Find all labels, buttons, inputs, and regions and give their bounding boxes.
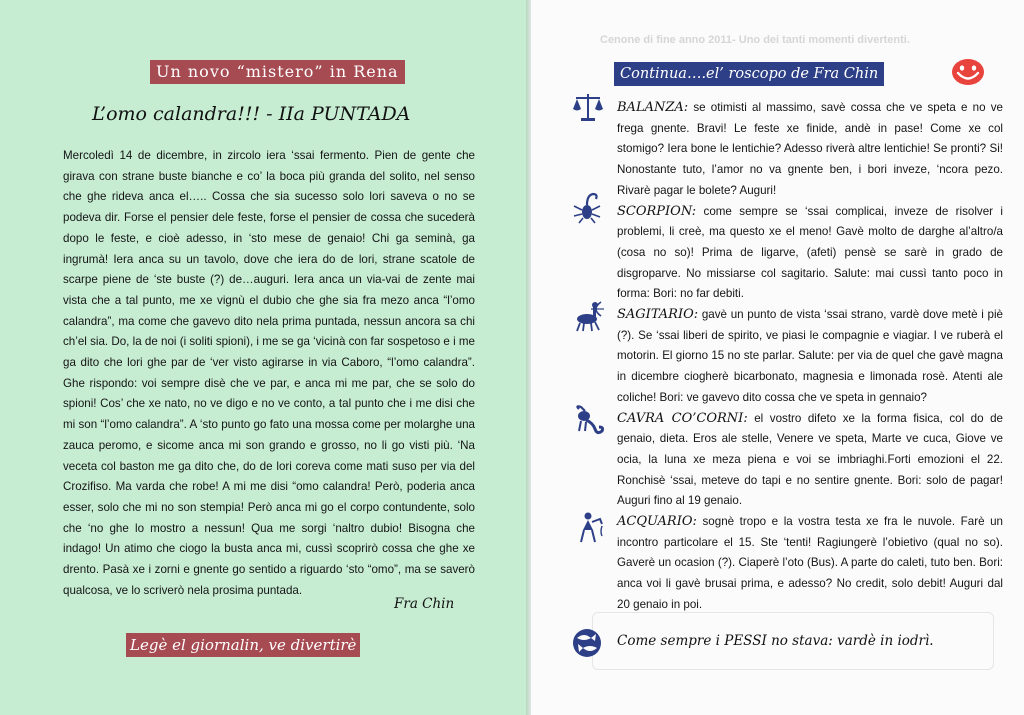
article-body — [63, 146, 475, 601]
sagittarius-icon — [571, 299, 605, 333]
bleed-through-header: Cenone di fine anno 2011- Uno dei tanti momenti divertenti. — [600, 34, 910, 46]
sign-text: come sempre se ‘ssai complicai, inveze de risolver i problemi, li creè, ma questo xe el meno! Gavè molto de darghe al’altro/a (cosa no so)! Prima de ligarve, (afeti) pensè se sarè in grado de disgroparve. No missiarse col sagitario. Salute: mai cussì tanto poco in forma: Bori: no far debiti. — [617, 204, 1003, 301]
scorpio-icon — [571, 190, 605, 224]
pisces-icon — [570, 626, 604, 660]
horoscope-banner: Continua….el’ roscopo de Fra Chin — [614, 62, 884, 86]
sign-name: SCORPION: — [617, 203, 697, 219]
sign-name: SAGITARIO: — [617, 307, 699, 323]
smiley-icon — [950, 57, 986, 87]
sign-entry-sagitario — [617, 305, 1003, 409]
pessi-text: Come sempre i PESSI no stava: vardè in iodrì. — [617, 633, 934, 649]
sign-entry-scorpion — [617, 202, 1003, 306]
sign-name: BALANZA: — [617, 100, 689, 115]
sign-entry-cavra — [617, 409, 1003, 513]
aquarius-icon — [571, 510, 605, 544]
article-paragraph: Mercoledì 14 de dicembre, in zircolo iera ‘ssai fermento. Pien de gente che girava con strane buste bianche e co’ la boca più granda del solito, nel senso che ghe rideva anca el….. Cossa che sia sucesso solo lori saveva o no se podeva dir. Forse el pensier dele feste, forse el pensier de cossa che sucederà dopo le feste, e cioè adesso, in ‘sto mese de genaio! Chi ga seminà, ga ingrumà! Iera anca su un tavolo, dove che iera do de lori, strane scatole de scarpe piene de ‘ste buste (?) de…auguri. Iera anca un via-vai de zente mai vista che a tal punto, me xe vignù el dubio che ghe sia fra mezo anca “l’omo calandra”, ma come che gavevo dito nela prima puntada, nessun ancora sa chi ch’el sia. Do, la de noi (i soliti spioni), i me se ga ‘vicinà con far sospetoso e i me ga dito che lori ghe par de ‘ver visto agirarse in via Caboro, “l’omo calandra”. Ghe rispondo: voi sempre disè che ve par, e anca mi me par, che se solo do spioni! Cos’ che xe nato, no ve digo e no ve conto, a tal punto che i me disi che mi son “l’omo calandra”. A ‘sto punto go fato una mossa come per molarghe una zauca peromo, e sicome anca mi son grando e grosso, no li go visti più. ‘Na veceta col baston me ga dito che, do de lori coreva come mati suso per via del Crozifiso. Ma varda che robe! A mi me disi “omo calandra! Però, poderia anca esser, solo che mi no son stempia! Però anca mi go el corpo contundente, solo che ‘no ghe lo mostro a nessun! Qua me sorgi ‘naltro dubio! Bisogna che indago! Un atimo che ciogo la busta anca mi, cussì scoprirò cossa che ghe xe drento. Pasà xe i zorni e gnente go sentido a riguardo ‘sto “omo”, ma se saverò qualcosa, ve lo scriverò nela prosima puntada. — [63, 149, 475, 597]
sign-text: se otimisti al massimo, savè cossa che ve speta e no ve frega gnente. Bravi! Le feste xe finide, andè in pase! Come xe col stomigo? Iera bone le lentichie? Adesso riverà altre lentichie! Se pronti? Si! Nonostante tuto, l’amor no va gnente ben, i bori inveze, ‘ncora pezo. Rivarè pagar le bolete? Auguri! — [617, 101, 1003, 197]
capricorn-icon — [571, 403, 605, 437]
sign-entry-acquario — [617, 512, 1003, 616]
footer-banner: Legè el giornalin, ve divertirè — [126, 633, 360, 657]
sign-entry-pessi — [572, 624, 992, 658]
sign-name: CAVRA CO’CORNI: — [617, 410, 748, 426]
sign-text: gavè un punto de vista ‘ssai strano, vardè dove metè i piè (?). Se ‘ssai liberi de spirito, ve piasi le compagnie e viagiar. I ve ruberà el motorin. El giorno 15 no ste parlar. Salute: per via de quel che gavè magna in dicembre ciogherè bicarbonato, magnesia e limonada rosè. Atenti ale coliche! Bori: ve gavevo dito cossa che ve speta in gennaio? — [617, 308, 1003, 404]
libra-icon — [571, 90, 605, 124]
sign-text: el vostro difeto xe la forma fisica, col do de genaio, dieta. Eros ale stelle, Venere ve speta, Marte ve cuca, Giove ve ocia, la luna xe meza piena e voi se imbriaghi.Forti emozioni el 22. Ronchisè ‘ssai, meteve do tapi e no sentire gnente. Bori: solo de pagar! Auguri fino al 19 genaio. — [617, 411, 1003, 508]
horoscope-list — [617, 98, 1003, 616]
sign-entry-balanza — [617, 98, 1003, 202]
sign-text: sognè tropo e la vostra testa xe fra le nuvole. Farè un incontro particolare el 15. Ste ‘tenti! Ragiungerè l’obietivo (qual no so). Gaverè un ocasion (?). Ciaperè l’oto (Bus). A parte do caleti, tuto ben. Bori: anca voi li gavè brusai prima, e adesso? No credit, solo debit! Auguri dal 20 genaio in poi. — [617, 515, 1003, 611]
article-signature: Fra Chin — [394, 596, 455, 612]
sign-name: ACQUARIO: — [617, 514, 697, 530]
left-page-banner: Un novo “mistero” in Rena — [150, 60, 405, 84]
article-headline: L’omo calandra!!! - IIa PUNTADA — [92, 103, 411, 125]
